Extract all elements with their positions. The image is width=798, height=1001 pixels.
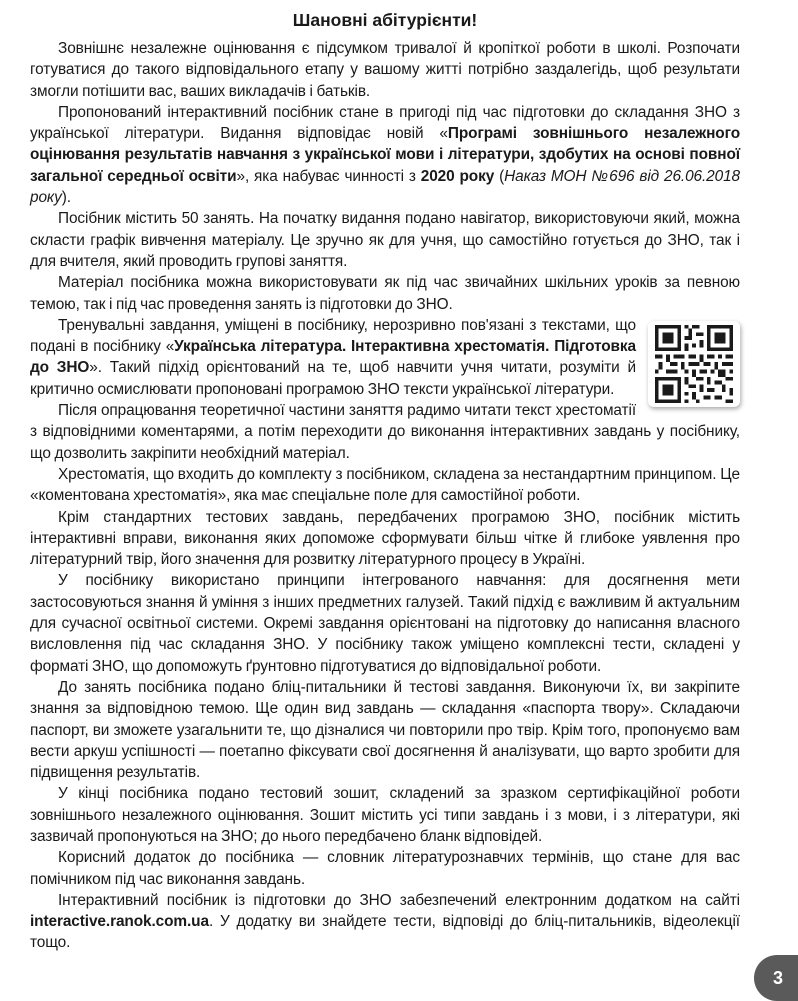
order-reference: Наказ МОН №696 від 26.06.2018 року	[30, 167, 741, 207]
paragraph-4: Матеріал посібника можна використовувати як під час звичайних шкільних уроків за певною темою, так і під час проведення занять із підготовки до ЗНО.	[30, 274, 740, 313]
year-highlight: 2020 року	[420, 167, 495, 185]
paragraph-12: Корисний додаток до посібника — словник літературознавчих термінів, що стане для вас помічником під час виконання завдань.	[30, 849, 740, 888]
page-number: 3	[772, 967, 783, 988]
text-run: (	[494, 167, 505, 185]
paragraph-9: У посібнику використано принципи інтегрованого навчання: для досягнення мети застосовуються знання й уміння з інших предметних галузей. Такий підхід є важливим й актуальним для сучасної освітньої системи. Окремі завдання орієнтовані на підготовку до написання власного висловлення під час складання ЗНО. У посібнику також уміщено комплексні тести, складені у форматі ЗНО, що допоможуть ґрунтовно підготуватися до відповідальної роботи.	[30, 572, 740, 675]
text-run: Тренувальні завдання, уміщені в посібнику, нерозривно пов'язані з текстами, що подані в посібнику «	[30, 316, 636, 356]
text-run: », яка набуває чинності з	[236, 167, 421, 185]
paragraph-5	[30, 315, 740, 400]
page-number-badge	[754, 955, 798, 1001]
paragraph-1: Зовнішнє незалежне оцінювання є підсумком тривалої й кропіткої роботи в школі. Розпочати готуватися до такого відповідального етапу у вашому житті потрібно заздалегідь, щоб результати змогли потішити вас, ваших викладачів і батьків.	[30, 40, 740, 100]
anthology-title: Українська література. Інтерактивна хрестоматія. Підготовка до ЗНО	[30, 338, 636, 377]
text-run: ». Такий підхід орієнтований на те, щоб навчити учня читати, розуміти й критично осмислювати пропоновані програмою ЗНО тексти української літератури.	[30, 359, 636, 398]
text-run: . У додатку ви знайдете тести, відповіді до бліц-питальників, відеолекції тощо.	[30, 913, 740, 952]
paragraph-3: Посібник містить 50 занять. На початку видання подано навігатор, використовуючи який, можна скласти графік вивчення матеріалу. Це зручно як для учня, що самостійно готується до ЗНО, так і для вчителя, який проводить групові заняття.	[30, 210, 740, 270]
paragraph-8: Крім стандартних тестових завдань, передбачених програмою ЗНО, посібник містить інтерактивні вправи, виконання яких допоможе сформувати більш чітке й глибоке уявлення про літературний твір, його значення для розвитку літературного процесу в Україні.	[30, 508, 740, 569]
text-run: Інтерактивний посібник із підготовки до ЗНО забезпечений електронним додатком на сайті	[58, 891, 740, 909]
qr-code	[648, 321, 740, 407]
paragraph-10: До занять посібника подано бліц-питальники й тестові завдання. Виконуючи їх, ви закріпите знання за відповідною темою. Ще один вид завдань — складання «паспорта твору». Складаючи паспорт, ви зможете узагальнити те, що дізналися чи повторили про твір. Крім того, пропонуємо вам вести аркуш успішності — поетапно фіксувати свої досягнення й аналізувати, що варто зробити для підвищення результатів.	[30, 678, 740, 782]
website-link[interactable]: interactive.ranok.com.ua	[30, 913, 209, 931]
program-title: Програмі зовнішнього незалежного оцінювання результатів навчання з української мови і літератури, здобутих на основі повної загальної середньої освіти	[30, 125, 740, 185]
paragraph-7: Хрестоматія, що входить до комплекту з посібником, складена за нестандартним принципом. Це «коментована хрестоматія», яка має спеціальне поле для самостійної роботи.	[30, 465, 740, 505]
paragraph-6: Після опрацювання теоретичної частини заняття радимо читати текст хрестоматії з відповідними коментарями, а потім переходити до виконання інтерактивних завдань у посібнику, що дозволить закріпити необхідний матеріал.	[30, 402, 740, 462]
paragraph-13	[30, 890, 740, 954]
paragraph-11: У кінці посібника подано тестовий зошит, складений за зразком сертифікаційної роботи зовнішнього незалежного оцінювання. Зошит містить усі типи завдань і з мови, і з літератури, які зазвичай пропонуються на ЗНО; до нього передбачено бланк відповідей.	[30, 785, 740, 845]
paragraph-2	[30, 102, 740, 208]
text-run: Пропонований інтерактивний посібник стане в пригоді під час підготовки до складання ЗНО з української літератури. Видання відповідає новій «	[30, 103, 740, 143]
text-run: ).	[61, 189, 71, 207]
qr-code-icon	[655, 325, 733, 403]
page-heading: Шановні абітурієнти!	[292, 10, 478, 30]
